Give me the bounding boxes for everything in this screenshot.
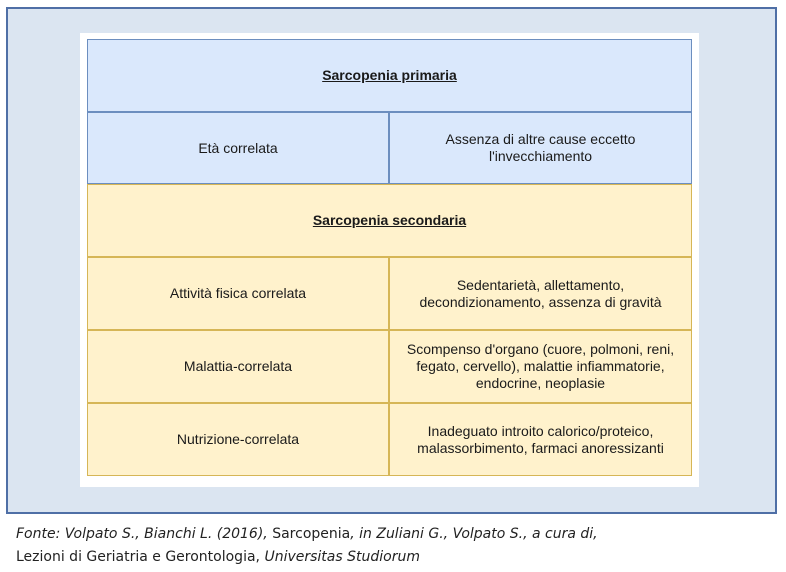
- sarcopenia-table: [87, 39, 692, 476]
- table-cell-description: Inadeguato introito calorico/proteico, malassorbimento, farmaci anoressizanti: [389, 403, 692, 476]
- table-cell-type: Nutrizione-correlata: [87, 403, 389, 476]
- table-cell-type: Età correlata: [87, 112, 389, 184]
- primary-header: Sarcopenia primaria: [87, 39, 692, 112]
- source-caption: [16, 523, 776, 569]
- caption-book-title: Lezioni di Geriatria e Gerontologia: [16, 549, 256, 565]
- table-cell-type: Malattia-correlata: [87, 330, 389, 403]
- table-cell-description: Assenza di altre cause eccetto l'invecchiamento: [389, 112, 692, 184]
- secondary-header: Sarcopenia secondaria: [87, 184, 692, 257]
- caption-editors: , in Zuliani G., Volpato S., a cura di,: [350, 526, 598, 542]
- caption-publisher: Universitas Studiorum: [264, 549, 420, 565]
- table-cell-type: Attività fisica correlata: [87, 257, 389, 330]
- table-cell-description: Sedentarietà, allettamento, decondizionamento, assenza di gravità: [389, 257, 692, 330]
- caption-authors: Fonte: Volpato S., Bianchi L. (2016),: [16, 526, 273, 542]
- caption-chapter: Sarcopenia: [272, 526, 351, 542]
- table-cell-description: Scompenso d'organo (cuore, polmoni, reni, fegato, cervello), malattie infiammatorie, endocrine, neoplasie: [389, 330, 692, 403]
- caption-separator: ,: [255, 549, 265, 565]
